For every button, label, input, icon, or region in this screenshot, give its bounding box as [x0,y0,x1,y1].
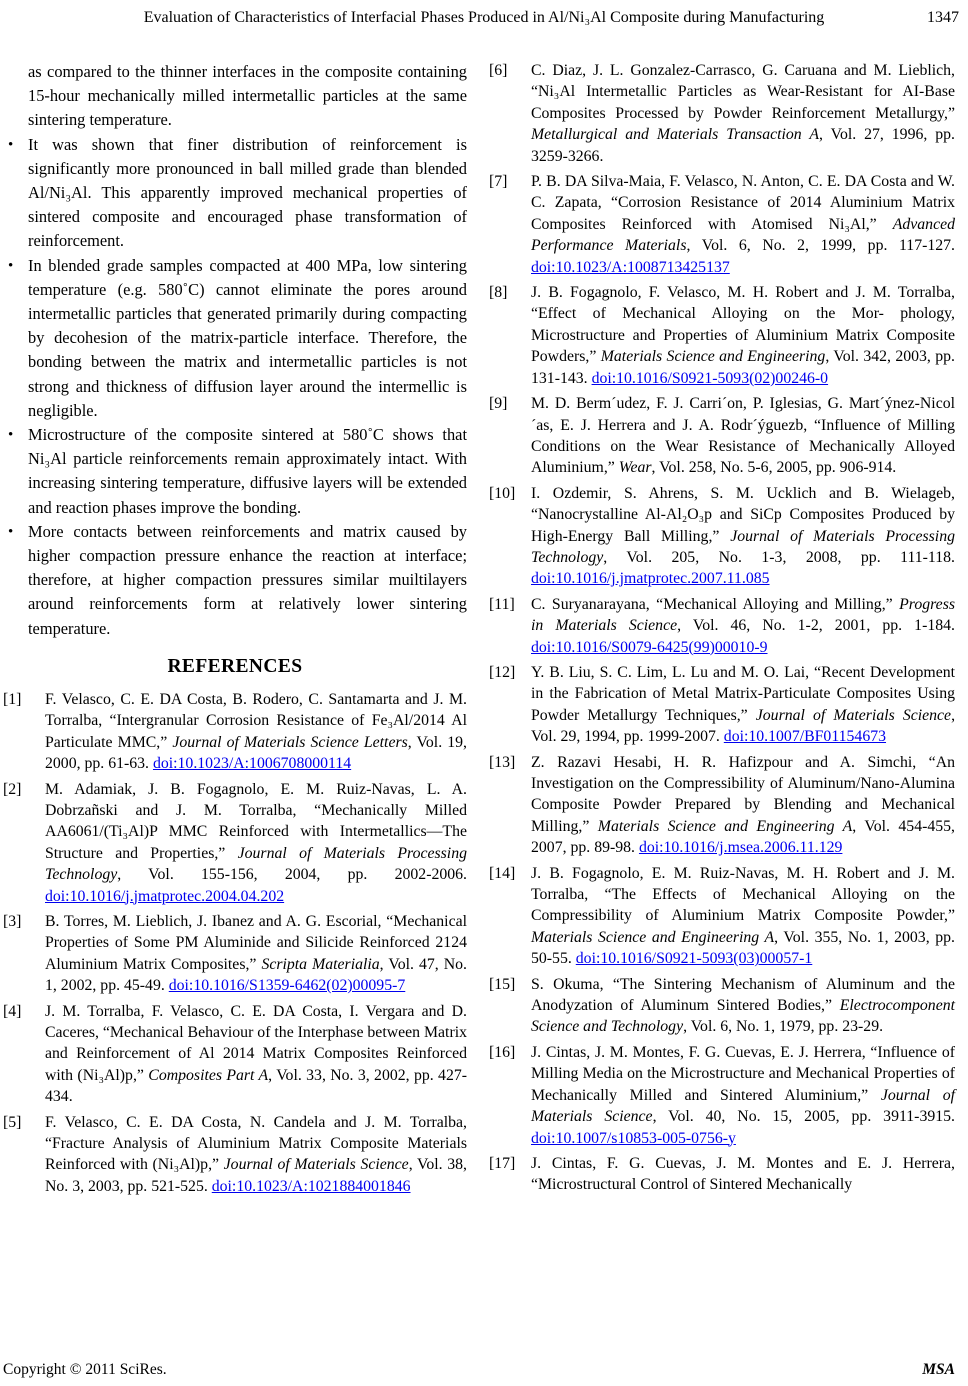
bullet-item [8,254,467,423]
reference-text: I. Ozdemir, S. Ahrens, S. M. Ucklich and B. Wielageb, “Nanocrystalline Al-Al₂O₃p and SiCp Composites Produced by High-Energy Ball Milling,” [531,484,955,545]
bullet-icon: • [8,523,14,540]
reference-tail: , Vol. 205, No. 1-3, 2008, pp. 111-118. [603,548,955,566]
reference-text: J. M. Torralba, F. Velasco, C. E. DA Costa, I. Vergara and D. Caceres, “Mechanical Behaviour of the Interphase between Matrix and Reinforcement of Al 2014 Matrix Composites Reinforced with (Ni₃Al)p,” [45,1002,467,1084]
reference-tail: , Vol. 454-455, 2007, pp. 89-98. [531,817,955,857]
reference-text: J. Cintas, F. G. Cuevas, J. M. Montes and E. J. Herrera, “Microstructural Control of Sintered Mechanically [531,1154,955,1194]
reference-journal: Materials Science and Engineering [600,348,826,366]
references-list-left [3,689,467,1197]
bullet-text: Microstructure of the composite sintered at 580˚C shows that Ni₃Al particle reinforcements remain approximately intact. With increasing sintering temperature, diffusive layers will be extended and reaction phases improve the bonding. [28,425,467,517]
bullet-icon: • [8,257,14,274]
reference-journal: Wear [618,459,652,477]
reference-number: [10] [489,484,516,502]
reference-item [489,752,955,859]
reference-item [489,393,955,479]
reference-text: F. Velasco, C. E. DA Costa, N. Candela and J. M. Torralba, “Fracture Analysis of Aluminium Matrix Composite Materials Reinforced with (Ni₃Al)p,” [45,1113,467,1174]
reference-text: C. Diaz, J. L. Gonzalez-Carrasco, G. Caruana and M. Lieblich, “Ni₃Al Intermetallic Particles as Wear-Resistant for AI-Base Composites Processed by Powder Reinforcement Metallurgy,” [531,62,955,122]
reference-journal: Journal of Materials Science [223,1156,409,1174]
reference-number: [7] [489,173,508,191]
reference-text: J. Cintas, J. M. Montes, F. G. Cuevas, E. J. Herrera, “Influence of Milling Media on the Microstructure and Mechanical Properties of Mechanically Milled and Sintered Aluminium,” [531,1043,955,1104]
reference-tail: , Vol. 33, No. 3, 2002, pp. 427-434. [45,1066,468,1106]
reference-number: [5] [3,1113,22,1131]
reference-journal: Composites Part A [148,1066,269,1084]
reference-text: Y. B. Liu, S. C. Lim, L. Lu and M. O. Lai, “Recent Development in the Fabrication of Metal Matrix-Particulate Composites Using Powder Metallurgy Techniques,” [531,663,955,724]
bullet-icon: • [8,427,14,444]
reference-text: S. Okuma, “The Sintering Mechanism of Aluminum and the Anodyzation of Aluminum Sintered Bodies,” [531,975,955,1015]
reference-item [489,1042,955,1149]
doi-link[interactable]: doi:10.1016/j.msea.2006.11.129 [638,839,843,857]
continuation-paragraph: as compared to the thinner interfaces in the composite containing 15-hour mechanically milled intermetallic particles at the same sintering temperature. [28,62,467,130]
reference-journal: Journal of Materials Processing Technology [45,844,467,884]
reference-tail: , Vol. 46, No. 1-2, 2001, pp. 1-184. [677,617,955,635]
reference-number: [8] [489,284,508,302]
reference-tail: , Vol. 29, 1994, pp. 1999-2007. [531,706,956,746]
doi-link[interactable]: doi:10.1016/S0079-6425(99)00010-9 [531,638,768,656]
reference-item [489,171,955,278]
reference-number: [3] [3,912,22,930]
doi-link[interactable]: doi:10.1023/A:1006708000114 [152,755,352,773]
reference-number: [16] [489,1043,516,1061]
reference-number: [17] [489,1154,516,1172]
page-footer [3,1361,955,1379]
reference-text: J. B. Fogagnolo, F. Velasco, M. H. Robert and J. M. Torralba, “Effect of Mechanical Alloying on the Mor- phology, Microstructure and Properties of Aluminium Matrix Composite Powders,” [531,284,955,366]
reference-text: P. B. DA Silva-Maia, F. Velasco, N. Anton, C. E. DA Costa and W. C. Zapata, “Corrosion Resistance of 2014 Aluminium Matrix Composites Reinforced with Atomised Ni₃Al,” [531,173,955,233]
reference-journal: Electrocomponent Science and Technology [531,997,955,1036]
reference-tail: , Vol. 19, 2000, pp. 61-63. [45,733,467,773]
reference-text: J. B. Fogagnolo, E. M. Ruiz-Navas, M. H. Robert and J. M. Torralba, “The Effects of Mechanical Alloying on the Compressibility of Aluminium Matrix Composite Powder,” [531,864,955,925]
bullet-text: It was shown that finer distribution of reinforcement is significantly more pronounced in ball milled grade than blended Al/Ni₃Al. This apparently improved mechanical properties of sintered composite and encouraged phase transformation of reinforcement. [28,134,467,251]
reference-text: M. D. Berm´udez, F. J. Carri´on, P. Iglesias, G. Mart´ýnez-Nicol´as, E. J. Herrera and J. A. Rodr´ýguezb, “Influence of Milling Conditions on the Wear Resistance of Mechanically Alloyed Aluminium,” [531,395,955,477]
reference-number: [11] [489,595,515,613]
reference-number: [9] [489,395,508,413]
reference-item [489,60,955,167]
running-title: Evaluation of Characteristics of Interfacial Phases Produced in Al/Ni₃Al Composite during Manufacturing [143,9,825,26]
reference-item [3,911,467,997]
reference-tail: , Vol. 258, No. 5-6, 2005, pp. 906-914. [651,459,897,477]
left-column [3,60,467,1201]
bullet-item [8,423,467,520]
reference-number: [4] [3,1002,22,1020]
reference-tail: , Vol. 27, 1996, pp. 3259-3266. [531,126,956,165]
bullet-item [8,520,467,641]
reference-item [489,863,955,970]
reference-item [3,689,467,775]
bullet-icon: • [8,136,14,153]
doi-link[interactable]: doi:10.1007/s10853-005-0756-y [531,1129,736,1147]
reference-number: [15] [489,975,516,993]
reference-journal: Materials Science and Engineering A [531,928,775,946]
reference-journal: Journal of Materials Science [755,706,952,724]
reference-journal: Metallurgical and Materials Transaction A [531,126,819,144]
reference-journal: Scripta Materialia [261,955,380,973]
reference-number: [1] [3,690,22,708]
reference-text: F. Velasco, C. E. DA Costa, B. Rodero, C. Santamarta and J. M. Torralba, “Intergranular Corrosion Resistance of Fe₃Al/2014 Al Particulate MMC,” [45,690,467,751]
copyright-text: Copyright © 2011 SciRes. [3,1361,167,1378]
reference-item [489,483,955,590]
doi-link[interactable]: doi:10.1016/j.jmatprotec.2004.04.202 [45,887,285,905]
reference-number: [13] [489,753,516,771]
bullet-item [8,133,467,254]
reference-journal: Journal of Materials Processing Technology [531,527,955,566]
conclusion-bullet-list [3,133,467,641]
doi-link[interactable]: doi:10.1016/S0921-5093(03)00057-1 [575,950,813,968]
doi-link[interactable]: doi:10.1016/S0921-5093(02)00246-0 [591,369,829,387]
reference-text: C. Suryanarayana, “Mechanical Alloying and Milling,” [531,595,900,613]
reference-item [489,282,955,389]
doi-link[interactable]: doi:10.1023/A:1021884001846 [211,1177,411,1195]
reference-journal: Progress in Materials Science [531,595,955,635]
reference-item [489,974,955,1038]
reference-tail: , Vol. 38, No. 3, 2003, pp. 521-525. [45,1156,468,1195]
reference-item [489,594,955,658]
reference-tail: , Vol. 342, 2003, pp. 131-143. [531,348,955,387]
reference-item [489,1153,955,1196]
reference-journal: Journal of Materials Science Letters [172,733,408,751]
reference-number: [6] [489,62,508,79]
references-heading: REFERENCES [167,655,303,677]
bullet-text: In blended grade samples compacted at 400 MPa, low sintering temperature (e.g. 580˚C) cannot eliminate the pores around intermetallic particles that generated primarily during compacting by decohesion of the matrix-particle interface. Therefore, the bonding between the matrix and intermetallic particles is not strong and thickness of diffusion layer around the intermellic is negligible. [28,255,467,420]
reference-number: [14] [489,864,516,882]
reference-text: Z. Razavi Hesabi, H. R. Hafizpour and A. Simchi, “An Investigation on the Compressibility of Aluminum/Nano-Alumina Composite Powder Prepared by Blending and Mechanical Milling,” [531,753,955,835]
references-list-right [489,60,955,1196]
doi-link[interactable]: doi:10.1023/A:1008713425137 [531,258,730,276]
reference-tail: , Vol. 355, No. 1, 2003, pp. 50-55. [531,928,955,968]
doi-link[interactable]: doi:10.1007/BF01154673 [723,728,887,746]
reference-tail: , Vol. 155-156, 2004, pp. 2002-2006. [117,866,467,884]
reference-item [489,662,955,748]
right-column [489,60,955,1201]
page-number: 1347 [927,9,959,26]
reference-text: B. Torres, M. Lieblich, J. Ibanez and A. G. Escorial, “Mechanical Properties of Some PM Aluminide and Silicide Reinforced 2124 Aluminium Matrix Composites,” [45,912,467,973]
reference-journal: Materials Science and Engineering A [597,817,853,835]
reference-text: M. Adamiak, J. B. Fogagnolo, E. M. Ruiz-Navas, L. A. Dobrzañski and J. M. Torralba, “Mechanically Milled AA6061/(Ti₃Al)P MMC Reinforced with Intermetallics—The Structure and Properties,” [45,780,467,862]
reference-tail: , Vol. 47, No. 1, 2002, pp. 45-49. [45,955,467,995]
reference-item [3,1001,467,1108]
reference-journal: Advanced Performance Materials [531,215,955,255]
two-column-body [3,60,955,1201]
reference-tail: , Vol. 40, No. 15, 2005, pp. 3911-3915. [652,1108,955,1126]
journal-abbreviation: MSA [922,1361,955,1378]
bullet-text: More contacts between reinforcements and matrix caused by higher compaction pressure enhance the reaction at interface; therefore, at higher compaction pressures similar muiltilayers around reinforcements form at relatively lower sintering temperature. [28,521,467,638]
reference-tail: , Vol. 6, No. 1, 1979, pp. 23-29. [683,1018,884,1036]
reference-journal: Journal of Materials Science [531,1086,956,1126]
doi-link[interactable]: doi:10.1016/S1359-6462(02)00095-7 [168,977,406,995]
reference-item [3,779,467,907]
reference-number: [12] [489,663,516,681]
reference-number: [2] [3,780,22,798]
reference-tail: , Vol. 6, No. 2, 1999, pp. 117-127. [686,237,956,255]
reference-item [3,1112,467,1198]
doi-link[interactable]: doi:10.1016/j.jmatprotec.2007.11.085 [531,570,770,588]
